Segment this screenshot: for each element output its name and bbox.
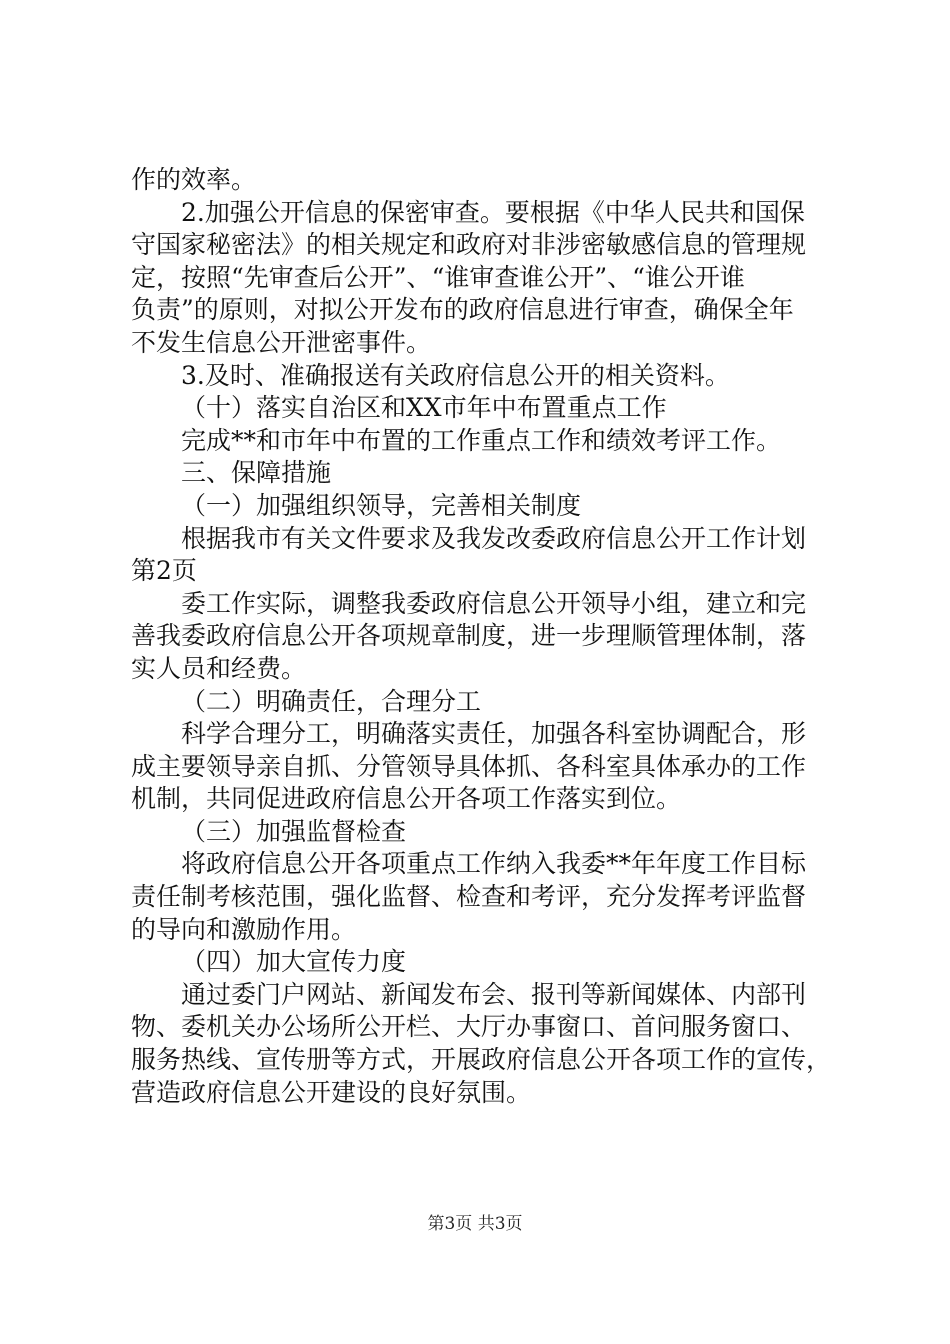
text-line: 不发生信息公开泄密事件。 — [131, 327, 432, 357]
section-heading: （四）加大宣传力度 — [181, 947, 407, 977]
text-line: 负责”的原则，对拟公开发布的政府信息进行审查，确保全年 — [131, 295, 794, 325]
text-line: 营造政府信息公开建设的良好氛围。 — [131, 1077, 532, 1107]
text-line: 科学合理分工，明确落实责任，加强各科室协调配合，形 — [181, 719, 807, 749]
section-heading: 三、保障措施 — [181, 458, 332, 488]
section-heading: （一）加强组织领导，完善相关制度 — [181, 490, 582, 520]
section-heading: （二）明确责任，合理分工 — [181, 686, 482, 716]
text-line: 责任制考核范围，强化监督、检查和考评，充分发挥考评监督 — [131, 882, 807, 912]
text-line: 2.加强公开信息的保密审查。要根据《中华人民共和国保 — [181, 197, 805, 227]
text-line: 成主要领导亲自抓、分管领导具体抓、各科室具体承办的工作 — [131, 751, 807, 781]
page-marker: 第2页 — [131, 556, 197, 586]
page-footer: 第3页 共3页 — [427, 1214, 523, 1234]
text-line: 实人员和经费。 — [131, 653, 307, 683]
text-line: 物、委机关办公场所公开栏、大厅办事窗口、首问服务窗口、 — [131, 1012, 807, 1042]
text-line: 将政府信息公开各项重点工作纳入我委**年年度工作目标 — [181, 849, 807, 879]
text-line: 服务热线、宣传册等方式，开展政府信息公开各项工作的宣传， — [131, 1045, 832, 1075]
text-line: 善我委政府信息公开各项规章制度，进一步理顺管理体制，落 — [131, 621, 807, 651]
text-line: 作的效率。 — [131, 165, 257, 194]
text-line: 根据我市有关文件要求及我发改委政府信息公开工作计划 — [181, 523, 807, 553]
text-line: 完成**和市年中布置的工作重点工作和绩效考评工作。 — [181, 425, 782, 455]
text-line: 守国家秘密法》的相关规定和政府对非涉密敏感信息的管理规 — [131, 230, 807, 260]
document-body — [131, 164, 831, 1109]
text-line: 机制，共同促进政府信息公开各项工作落实到位。 — [131, 784, 682, 814]
text-line: 通过委门户网站、新闻发布会、报刊等新闻媒体、内部刊 — [181, 979, 807, 1009]
section-heading: （十）落实自治区和XX市年中布置重点工作 — [181, 393, 667, 423]
text-line: 3.及时、准确报送有关政府信息公开的相关资料。 — [181, 360, 730, 390]
section-heading: （三）加强监督检查 — [181, 816, 407, 846]
text-line: 定，按照“先审查后公开”、“谁审查谁公开”、“谁公开谁 — [131, 262, 745, 292]
text-line: 的导向和激励作用。 — [131, 914, 357, 944]
text-line: 委工作实际，调整我委政府信息公开领导小组，建立和完 — [181, 588, 807, 618]
